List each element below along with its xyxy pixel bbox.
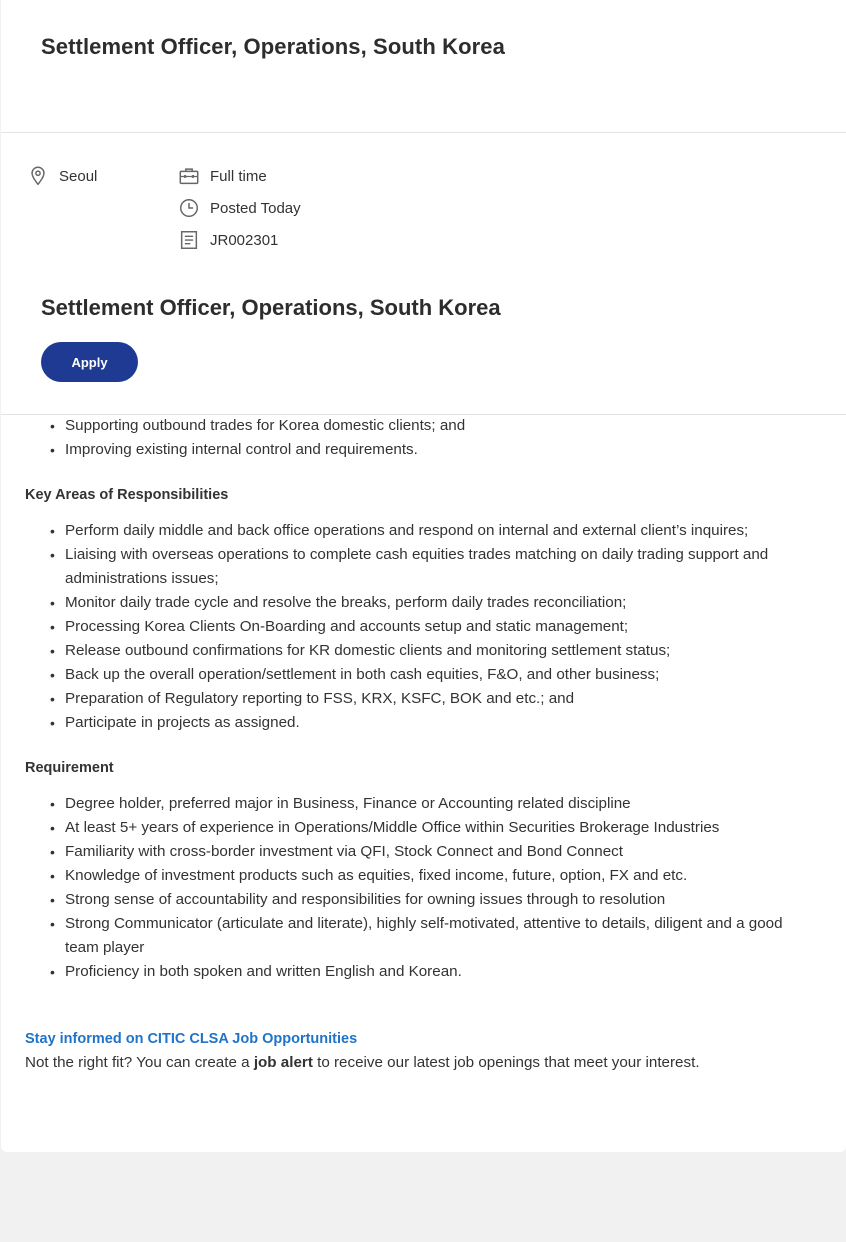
job-card — [1, 0, 846, 1152]
requirement-list — [25, 792, 785, 984]
list-item: • Strong Communicator (articulate and literate), highly self-motivated, attentive to details, diligent and a good team player — [65, 912, 785, 960]
apply-button[interactable]: Apply — [41, 342, 138, 382]
list-item: • Monitor daily trade cycle and resolve the breaks, perform daily trades reconciliation; — [65, 591, 785, 615]
job-id-text: JR002301 — [210, 231, 279, 249]
location-pin-icon — [27, 165, 49, 187]
alert-prefix: Not the right fit? You can create a — [25, 1054, 254, 1071]
list-item: • Preparation of Regulatory reporting to FSS, KRX, KSFC, BOK and etc.; and — [65, 687, 785, 711]
posted-meta — [178, 197, 301, 219]
intro-list — [25, 414, 785, 462]
list-item: • At least 5+ years of experience in Operations/Middle Office within Securities Brokerage Industries — [65, 816, 785, 840]
list-item: • Processing Korea Clients On-Boarding and accounts setup and static management; — [65, 615, 785, 639]
list-item: • Improving existing internal control and requirements. — [65, 438, 785, 462]
list-item: • Participate in projects as assigned. — [65, 711, 785, 735]
list-item: • Knowledge of investment products such as equities, fixed income, future, option, FX and etc. — [65, 864, 785, 888]
job-description — [25, 414, 785, 1075]
employment-type-meta — [178, 165, 267, 187]
clock-icon — [178, 197, 200, 219]
employment-type-text: Full time — [210, 167, 267, 185]
page-title: Settlement Officer, Operations, South Korea — [41, 34, 505, 59]
footer-section — [25, 1027, 785, 1075]
job-alert-link[interactable]: job alert — [253, 1054, 313, 1071]
job-alert-text — [25, 1051, 785, 1075]
responsibilities-heading: Key Areas of Responsibilities — [25, 487, 229, 503]
list-item: • Liaising with overseas operations to complete cash equities trades matching on daily trading support and administrations issues; — [65, 543, 785, 591]
list-item: • Proficiency in both spoken and written English and Korean. — [65, 960, 785, 984]
posted-text: Posted Today — [210, 199, 301, 217]
location-meta — [27, 165, 97, 187]
list-item: • Strong sense of accountability and responsibilities for owning issues through to resolution — [65, 888, 785, 912]
job-opportunities-link[interactable]: Stay informed on CITIC CLSA Job Opportunities — [25, 1031, 358, 1047]
responsibilities-list — [25, 519, 785, 735]
list-item: • Perform daily middle and back office operations and respond on internal and external client’s inquires; — [65, 519, 785, 543]
job-id-meta — [178, 229, 278, 251]
list-item: • Back up the overall operation/settlement in both cash equities, F&O, and other business; — [65, 663, 785, 687]
location-text: Seoul — [59, 167, 98, 185]
briefcase-icon — [178, 165, 200, 187]
sticky-title: Settlement Officer, Operations, South Korea — [41, 295, 501, 320]
alert-suffix: to receive our latest job openings that meet your interest. — [312, 1054, 700, 1071]
list-item: • Release outbound confirmations for KR domestic clients and monitoring settlement status; — [65, 639, 785, 663]
requirement-heading: Requirement — [25, 760, 114, 776]
list-item: • Supporting outbound trades for Korea domestic clients; and — [65, 414, 785, 438]
divider — [1, 132, 846, 133]
list-item: • Degree holder, preferred major in Business, Finance or Accounting related discipline — [65, 792, 785, 816]
list-item: • Familiarity with cross-border investment via QFI, Stock Connect and Bond Connect — [65, 840, 785, 864]
document-icon — [178, 229, 200, 251]
